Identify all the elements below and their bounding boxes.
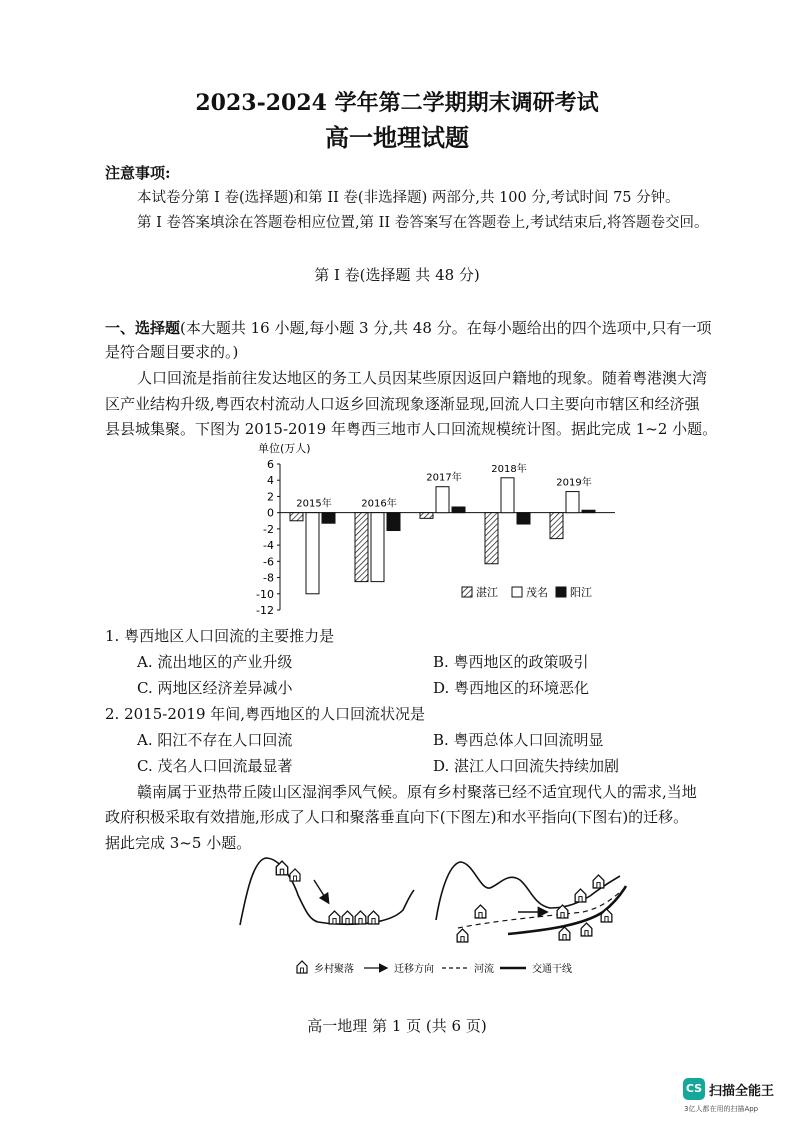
bar-茂名-2015年 [306, 513, 319, 594]
bar-湛江-2018年 [485, 513, 498, 564]
passage1-line-1: 人口回流是指前往发达地区的务工人员因某些原因返回户籍地的现象。随着粤港澳大湾 [137, 369, 708, 387]
legend-settlement: 乡村聚落 [314, 964, 354, 975]
bar-茂名-2016年 [371, 513, 384, 582]
bar-湛江-2016年 [355, 513, 368, 582]
bar-茂名-2017年 [436, 487, 449, 513]
y-tick-label: 4 [267, 474, 274, 488]
population-return-chart [230, 440, 620, 620]
bar-湛江-2015年 [290, 513, 303, 521]
legend-swatch-阳江 [556, 587, 566, 597]
valley-profile [240, 858, 414, 925]
bar-阳江-2015年 [322, 513, 335, 524]
hills-profile [436, 862, 620, 920]
bar-湛江-2019年 [550, 513, 563, 539]
part-intro-line-1 [105, 318, 712, 338]
q1-stem: 1. 粤西地区人口回流的主要推力是 [105, 627, 335, 645]
settlement-icon [593, 875, 604, 888]
part-intro-line-2: 是符合题目要求的。) [105, 343, 239, 361]
category-label: 2018年 [491, 463, 527, 475]
q1-option-c: C. 两地区经济差异减小 [137, 679, 293, 697]
passage2-line-3: 据此完成 3~5 小题。 [105, 834, 252, 852]
notice-line-1: 本试卷分第 I 卷(选择题)和第 II 卷(非选择题) 两部分,共 100 分,考试时间 75 分钟。 [137, 190, 680, 206]
y-tick-label: 2 [267, 490, 274, 504]
legend-swatch-茂名 [512, 587, 522, 597]
scanner-tagline: 3亿人都在用的扫描App [684, 1105, 759, 1113]
migration-diagram [228, 850, 638, 985]
bar-茂名-2018年 [501, 478, 514, 513]
legend-traffic: 交通干线 [532, 964, 572, 975]
q2-option-d: D. 湛江人口回流失持续加剧 [433, 757, 620, 775]
migration-arrow [314, 880, 328, 902]
passage2-line-2: 政府积极采取有效措施,形成了人口和聚落垂直向下(下图左)和水平指向(下图右)的迁移。 [105, 808, 689, 826]
passage1-line-2: 区产业结构升级,粤西农村流动人口返乡回流现象逐渐显现,回流人口主要向市辖区和经济强 [105, 395, 700, 413]
y-tick-label: -2 [263, 522, 274, 536]
notice-line-2: 第 I 卷答案填涂在答题卷相应位置,第 II 卷答案写在答题卷上,考试结束后,将答题卷交回。 [137, 215, 709, 231]
bar-阳江-2019年 [582, 510, 595, 512]
q2-option-a: A. 阳江不存在人口回流 [137, 731, 293, 749]
bar-阳江-2018年 [517, 513, 530, 524]
page-footer: 高一地理 第 1 页 (共 6 页) [307, 1017, 487, 1035]
scanner-logo: CS [683, 1078, 705, 1100]
settlement-icon [342, 911, 353, 924]
category-label: 2017年 [426, 472, 462, 484]
part-intro-text: (本大题共 16 小题,每小题 3 分,共 48 分。在每小题给出的四个选项中,只有一项 [180, 319, 712, 337]
settlement-icon [581, 923, 592, 936]
settlement-icon [559, 927, 570, 940]
category-label: 2019年 [556, 477, 592, 489]
bar-茂名-2019年 [566, 492, 579, 513]
category-label: 2016年 [361, 498, 397, 510]
q2-stem: 2. 2015-2019 年间,粤西地区的人口回流状况是 [105, 705, 426, 723]
y-tick-label: -10 [256, 587, 274, 601]
settlement-icon [475, 905, 486, 918]
passage1-line-3: 县县城集聚。下图为 2015-2019 年粤西三地市人口回流规模统计图。据此完成 1~2 小题。 [105, 420, 718, 438]
y-tick-label: 0 [267, 506, 274, 520]
section-heading: 第 I 卷(选择题 共 48 分) [314, 266, 480, 284]
bar-阳江-2016年 [387, 513, 400, 531]
bar-湛江-2017年 [420, 513, 433, 519]
exam-title: 2023-2024 学年第二学期期末调研考试 [195, 90, 599, 116]
legend-label: 阳江 [570, 586, 592, 599]
y-tick-label: -8 [263, 571, 274, 585]
q1-option-a: A. 流出地区的产业升级 [137, 653, 293, 671]
bar-阳江-2017年 [452, 507, 465, 513]
legend-migration: 迁移方向 [394, 964, 434, 975]
settlement-icon [355, 911, 366, 924]
y-tick-label: -6 [263, 555, 274, 569]
settlement-icon [368, 911, 379, 924]
q2-option-b: B. 粤西总体人口回流明显 [433, 731, 604, 749]
scanner-name: 扫描全能王 [709, 1084, 775, 1099]
legend-settlement-icon [297, 961, 307, 973]
q1-option-d: D. 粤西地区的环境恶化 [433, 679, 590, 697]
y-tick-label: -12 [256, 604, 274, 617]
category-label: 2015年 [296, 498, 332, 510]
legend-swatch-湛江 [462, 587, 472, 597]
y-tick-label: -4 [263, 539, 274, 553]
part-label: 一、选择题 [105, 319, 181, 337]
q2-option-c: C. 茂名人口回流最显著 [137, 757, 293, 775]
y-tick-label: 6 [267, 458, 274, 471]
y-axis-label: 单位(万人) [258, 442, 311, 455]
passage2-line-1: 赣南属于亚热带丘陵山区湿润季风气候。原有乡村聚落已经不适宜现代人的需求,当地 [137, 783, 697, 801]
settlement-icon [457, 929, 468, 942]
q1-option-b: B. 粤西地区的政策吸引 [433, 653, 589, 671]
settlement-icon [329, 911, 340, 924]
settlement-icon [290, 869, 300, 881]
settlement-icon [575, 889, 586, 902]
legend-label: 湛江 [476, 586, 498, 599]
legend-river: 河流 [474, 964, 494, 975]
exam-subtitle: 高一地理试题 [325, 123, 469, 152]
notice-heading: 注意事项: [105, 164, 171, 182]
legend-label: 茂名 [526, 586, 548, 599]
